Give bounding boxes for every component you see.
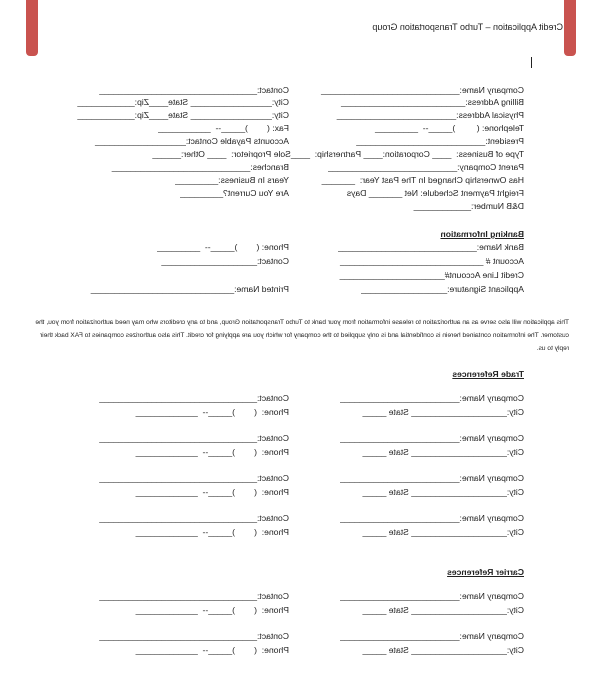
text-cursor [531,57,532,68]
trade-ref-3-company[interactable]: Company Name:_________________________ [340,473,524,483]
carrier-ref-2-city[interactable]: City:____________________ State _____ [362,645,524,655]
page-header-title: Credit Application – Turbo Transportation Group [372,22,563,32]
trade-ref-4-city[interactable]: City:____________________ State _____ [362,527,524,537]
trade-ref-3-city[interactable]: City:____________________ State _____ [362,487,524,497]
carrier-ref-1-contact[interactable]: Contact:_________________________________ [99,591,289,601]
freight-payment-schedule-field[interactable]: Freight Payment Schedule: Net _______ Days [346,188,524,198]
company-name-field[interactable]: Company Name:_____________________________ [320,85,524,95]
trade-ref-2-contact[interactable]: Contact:_________________________________ [99,433,289,443]
trade-ref-4-phone[interactable]: Phone: ( )_____-- _____________ [135,527,289,537]
carrier-ref-2-company[interactable]: Company Name:_________________________ [340,631,524,641]
carrier-ref-1-city[interactable]: City:____________________ State _____ [362,605,524,615]
authorization-paragraph: This application will also serve as an authorization to release information from your bank to Turbo Transportation Group, and to any creditors who may need authorization from you, the customer. The information contained herein is confidential and is only supplied to the company for which you are applying for credit. This also authorizes companies to FAX back their reply to us. [35,319,569,352]
carrier-ref-2-contact[interactable]: Contact:_________________________________ [99,631,289,641]
trade-ref-1-phone[interactable]: Phone: ( )_____-- _____________ [135,407,289,417]
bank-name-field[interactable]: Bank Name:_____________________________ [338,242,524,252]
trade-ref-2-company[interactable]: Company Name:_________________________ [340,433,524,443]
trade-ref-4-company[interactable]: Company Name:_________________________ [340,513,524,523]
carrier-references-heading: Carrier References [447,567,524,577]
trade-ref-4-contact[interactable]: Contact:_________________________________ [99,513,289,523]
bank-contact-field[interactable]: Contact:____________________ [161,256,289,266]
branches-field[interactable]: Branches:_____________________________ [111,162,289,172]
trade-references-heading: Trade References [452,369,524,379]
trade-ref-1-contact[interactable]: Contact:_________________________________ [99,393,289,403]
bank-phone-field[interactable]: Phone: ( )_____-- _________ [157,242,289,252]
applicant-signature-field[interactable]: Applicant Signature:__________________ [361,284,524,294]
banking-section-heading: Banking Information [440,229,524,239]
trade-ref-2-phone[interactable]: Phone: ( )_____-- _____________ [135,447,289,457]
trade-ref-3-phone[interactable]: Phone: ( )_____-- _____________ [135,487,289,497]
carrier-ref-1-company[interactable]: Company Name:_________________________ [340,591,524,601]
trade-ref-2-city[interactable]: City:____________________ State _____ [362,447,524,457]
fax-field[interactable]: Fax: ( )_____-- ___________ [158,123,289,133]
accounts-payable-contact-field[interactable]: Accounts Payable Contact:___________________ [95,136,289,146]
contact-field[interactable]: Contact:_________________________________ [99,85,289,95]
ownership-changed-field[interactable]: Has Ownership Changed In The Past Year: _______ [321,175,524,185]
trade-ref-3-contact[interactable]: Contact:_________________________________ [99,473,289,483]
president-field[interactable]: President:___________________________ [356,136,524,146]
trade-ref-1-city[interactable]: City:____________________ State _____ [362,407,524,417]
years-in-business-field[interactable]: Years In Business:_________ [175,175,289,185]
are-you-current-field[interactable]: Are You Current?_________ [180,188,289,198]
printed-name-field[interactable]: Printed Name:______________________________ [90,284,289,294]
account-number-field[interactable]: Account # ______________________________ [340,256,524,266]
telephone-field[interactable]: Telephone: ( )_____-- _________ [374,123,524,133]
credit-line-account-field[interactable]: Credit Line Account#______________________ [339,270,524,280]
type-of-business-field[interactable]: Type of Business: ____ Corporation:____ Partnership: ____Sole Proprietor: ____ Other:______ [152,149,524,159]
parent-company-field[interactable]: Parent Company:___________________________ [328,162,524,172]
dnb-number-field[interactable]: D&B Number:____________ [413,201,524,211]
trade-ref-1-company[interactable]: Company Name:_________________________ [340,393,524,403]
carrier-ref-2-phone[interactable]: Phone: ( )_____-- _____________ [135,645,289,655]
physical-city-field[interactable]: City:_________________ State____Zip:____________ [77,110,289,120]
carrier-ref-1-phone[interactable]: Phone: ( )_____-- _____________ [135,605,289,615]
physical-address-field[interactable]: Physical Address:_________________________ [336,110,524,120]
billing-address-field[interactable]: Billing Address:__________________________ [340,97,524,107]
billing-city-field[interactable]: City:_________________ State____Zip:____________ [77,97,289,107]
